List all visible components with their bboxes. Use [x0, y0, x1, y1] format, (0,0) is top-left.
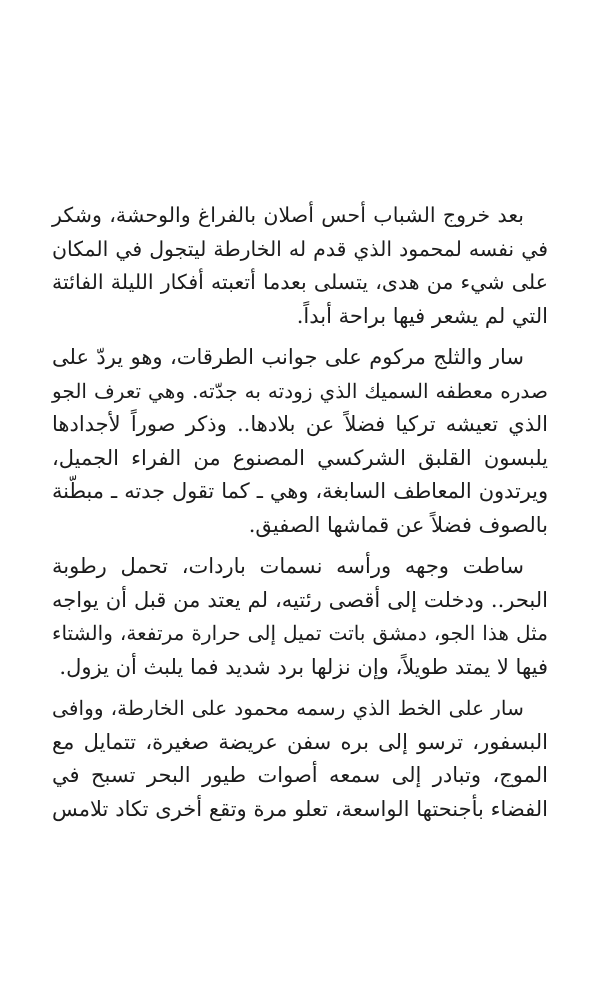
text-line: الذي تعيشه تركيا فضلاً عن بلادها.. وذكر صوراً لأجدادها	[52, 412, 548, 436]
text-line: على شيء من هدى، يتسلى بعدما أتعبته أفكار الليلة الفائتة	[52, 270, 548, 294]
text-line: الفضاء بأجنحتها الواسعة، تعلو مرة وتقع أخرى تكاد تلامس	[52, 796, 548, 821]
text-line: صدره معطفه السميك الذي زودته به جدّته. وهي تعرف الجو	[52, 378, 548, 403]
text-line: في نفسه لمحمود الذي قدم له الخارطة ليتجول في المكان	[52, 236, 548, 261]
text-line: فيها لا يمتد طويلاً، وإن نزلها برد شديد فما يلبث أن يزول.	[59, 654, 548, 679]
paragraph-1	[52, 199, 548, 333]
text-line: التي لم يشعر فيها براحة أبداً.	[296, 303, 548, 328]
text-line: ويرتدون المعاطف السابغة، وهي ـ كما تقول جدته ـ مبطّنة	[52, 479, 548, 503]
text-line: بعد خروج الشباب أحس أصلان بالفراغ والوحشة، وشكر	[52, 203, 524, 227]
text-line: البحر.. ودخلت إلى أقصى رئتيه، لم يعتد من قبل أن يواجه	[52, 587, 548, 612]
paragraph-4	[52, 692, 548, 826]
text-line: سار والثلج مركوم على جوانب الطرقات، وهو يردّ على	[52, 345, 524, 369]
text-line: سار على الخط الذي رسمه محمود على الخارطة، ووافى	[52, 696, 524, 720]
text-line: مثل هذا الجو، دمشق باتت تميل إلى حرارة مرتفعة، والشتاء	[52, 621, 548, 645]
paragraph-2	[52, 341, 548, 542]
text-line: بالصوف فضلاً عن قماشها الصفيق.	[248, 512, 548, 537]
paragraph-3	[52, 550, 548, 684]
text-line: الموج، وتبادر إلى سمعه أصوات طيور البحر تسبح في	[52, 763, 548, 787]
text-line: يلبسون القلبق الشركسي المصنوع من الفراء الجميل،	[52, 445, 548, 470]
body-text	[52, 199, 548, 834]
text-line: ساطت وجهه ورأسه نسمات باردات، تحمل رطوبة	[52, 554, 524, 578]
text-line: البسفور، ترسو إلى بره سفن عريضة صغيرة، تتمايل مع	[52, 729, 548, 754]
